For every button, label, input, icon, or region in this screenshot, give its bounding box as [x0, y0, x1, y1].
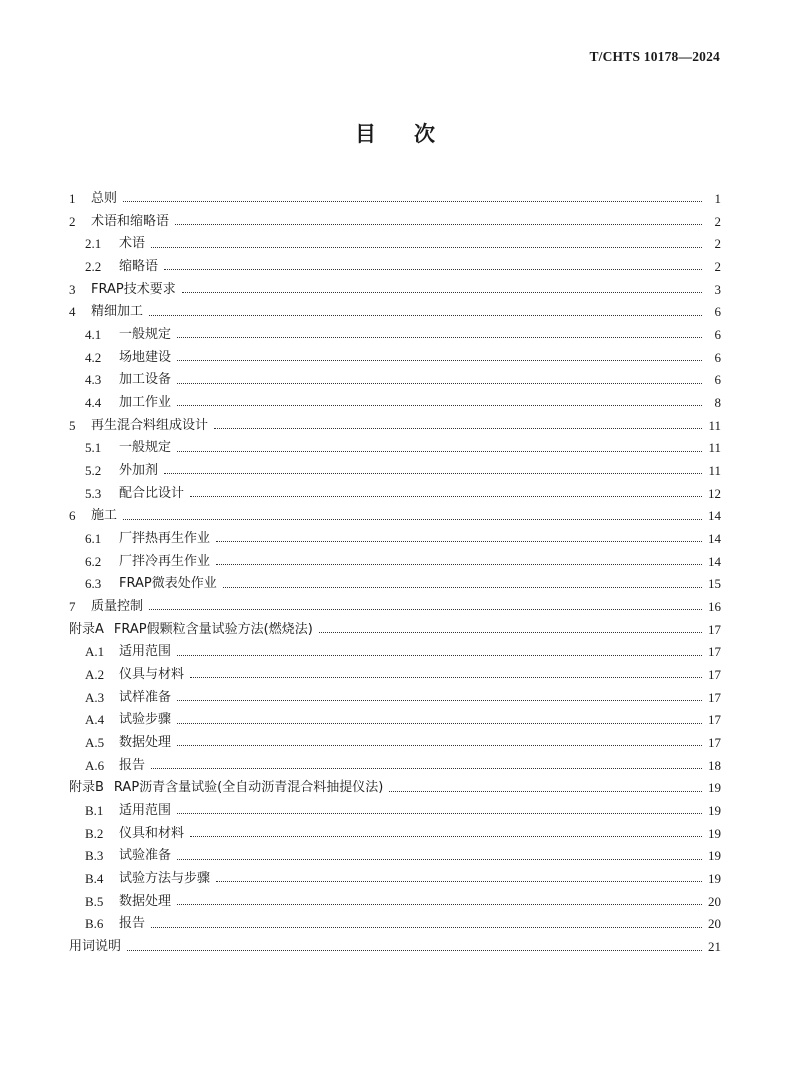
toc-entry-number: 2.1 — [85, 236, 102, 252]
table-of-contents — [69, 187, 721, 958]
toc-dot-leader — [164, 268, 702, 270]
toc-dot-leader — [177, 812, 702, 814]
toc-entry[interactable] — [69, 482, 721, 505]
toc-entry[interactable] — [69, 708, 721, 731]
toc-dot-leader — [389, 790, 702, 792]
toc-entry-title: 厂拌热再生作业 — [119, 530, 211, 546]
toc-entry-title: 试验方法与步骤 — [119, 870, 211, 886]
toc-entry-page: 19 — [708, 802, 721, 818]
toc-entry-number: 1 — [69, 190, 76, 206]
toc-dot-leader — [190, 495, 702, 497]
toc-entry-number: B.1 — [85, 802, 104, 818]
page-title-part2: 次 — [414, 122, 435, 146]
toc-entry-page: 8 — [714, 394, 721, 410]
toc-entry-title: FRAP技术要求 — [91, 281, 176, 297]
standard-number: T/CHTS 10178—2024 — [589, 49, 720, 64]
toc-entry-page: 11 — [708, 417, 721, 433]
toc-dot-leader — [175, 223, 702, 225]
toc-dot-leader — [151, 926, 702, 928]
toc-entry-number: 4.4 — [85, 394, 102, 410]
toc-dot-leader — [216, 563, 702, 565]
toc-entry-page: 14 — [708, 530, 721, 546]
toc-entry[interactable] — [69, 368, 721, 391]
toc-entry-title: FRAP微表处作业 — [119, 576, 217, 592]
toc-entry-number: 2.2 — [85, 258, 102, 274]
toc-entry-page: 2 — [714, 236, 721, 252]
toc-entry[interactable] — [69, 799, 721, 822]
toc-entry[interactable] — [69, 754, 721, 777]
toc-entry[interactable] — [69, 890, 721, 913]
toc-entry-number: 附录B — [69, 780, 104, 796]
toc-dot-leader — [151, 767, 702, 769]
toc-entry-page: 12 — [708, 485, 721, 501]
toc-entry-page: 2 — [714, 213, 721, 229]
toc-entry[interactable] — [69, 278, 721, 301]
toc-entry-number: 5.2 — [85, 462, 102, 478]
toc-entry-title: 报告 — [119, 757, 146, 773]
toc-entry-number: B.4 — [85, 870, 104, 886]
toc-dot-leader — [177, 450, 702, 452]
toc-entry-title: 仪具和材料 — [119, 825, 185, 841]
toc-entry-number: 3 — [69, 281, 76, 297]
toc-dot-leader — [182, 291, 702, 293]
toc-entry-title: 加工作业 — [119, 394, 172, 410]
toc-entry[interactable] — [69, 210, 721, 233]
toc-entry-page: 17 — [708, 689, 721, 705]
toc-entry-title: 报告 — [119, 916, 146, 932]
toc-dot-leader — [177, 858, 702, 860]
toc-entry-page: 6 — [714, 304, 721, 320]
toc-entry-title: 试验准备 — [119, 848, 172, 864]
toc-entry-page: 2 — [714, 258, 721, 274]
toc-entry-number: B.2 — [85, 825, 104, 841]
toc-entry-page: 18 — [708, 757, 721, 773]
toc-entry-title: 加工设备 — [119, 372, 172, 388]
toc-entry-number: 5.3 — [85, 485, 102, 501]
toc-entry-page: 17 — [708, 621, 721, 637]
toc-entry[interactable] — [69, 323, 721, 346]
toc-dot-leader — [177, 744, 702, 746]
toc-entry[interactable] — [69, 527, 721, 550]
toc-entry-page: 6 — [714, 349, 721, 365]
toc-entry-title: 术语 — [119, 236, 146, 252]
toc-entry-number: 7 — [69, 598, 76, 614]
toc-entry-title: 场地建设 — [119, 349, 172, 365]
toc-entry[interactable] — [69, 572, 721, 595]
toc-entry-title: 外加剂 — [119, 462, 159, 478]
toc-entry-number: 2 — [69, 213, 76, 229]
toc-entry[interactable] — [69, 844, 721, 867]
toc-entry-title: 试验步骤 — [119, 712, 172, 728]
toc-entry[interactable] — [69, 776, 721, 799]
toc-entry[interactable] — [69, 822, 721, 845]
toc-dot-leader — [177, 359, 702, 361]
toc-entry-number: 6.3 — [85, 576, 102, 592]
toc-entry-page: 19 — [708, 825, 721, 841]
toc-entry-page: 6 — [714, 326, 721, 342]
toc-entry[interactable] — [69, 391, 721, 414]
toc-dot-leader — [177, 404, 702, 406]
toc-entry[interactable] — [69, 595, 721, 618]
toc-entry-number: A.2 — [85, 666, 105, 682]
toc-dot-leader — [177, 654, 702, 656]
toc-entry-page: 19 — [708, 848, 721, 864]
toc-entry-title: 配合比设计 — [119, 485, 185, 501]
toc-entry[interactable] — [69, 436, 721, 459]
toc-entry[interactable] — [69, 913, 721, 936]
toc-entry-page: 11 — [708, 462, 721, 478]
toc-entry-page: 15 — [708, 576, 721, 592]
toc-entry-page: 14 — [708, 508, 721, 524]
toc-entry-page: 17 — [708, 666, 721, 682]
toc-entry-title: 缩略语 — [119, 258, 159, 274]
toc-entry-number: A.4 — [85, 712, 105, 728]
toc-entry-page: 20 — [708, 893, 721, 909]
toc-entry-page: 3 — [714, 281, 721, 297]
toc-dot-leader — [223, 586, 702, 588]
toc-entry[interactable] — [69, 255, 721, 278]
toc-entry-title: 一般规定 — [119, 440, 172, 456]
toc-entry[interactable] — [69, 414, 721, 437]
toc-entry-title: 再生混合料组成设计 — [91, 417, 209, 433]
toc-entry-number: 6 — [69, 508, 76, 524]
toc-dot-leader — [216, 880, 702, 882]
toc-dot-leader — [177, 722, 702, 724]
toc-entry-title: 厂拌冷再生作业 — [119, 553, 211, 569]
toc-entry[interactable] — [69, 459, 721, 482]
toc-entry-title: 数据处理 — [119, 734, 172, 750]
toc-dot-leader — [164, 472, 702, 474]
toc-entry-number: A.5 — [85, 734, 105, 750]
page-title-part1: 目 — [355, 122, 376, 146]
toc-entry-number: A.1 — [85, 644, 105, 660]
toc-entry[interactable] — [69, 504, 721, 527]
toc-dot-leader — [149, 314, 702, 316]
toc-entry-number: 附录A — [69, 621, 104, 637]
toc-entry-title: 试样准备 — [119, 689, 172, 705]
toc-dot-leader — [214, 427, 702, 429]
toc-entry-page: 14 — [708, 553, 721, 569]
toc-entry-title: 仪具与材料 — [119, 666, 185, 682]
toc-entry[interactable] — [69, 187, 721, 210]
toc-entry-page: 19 — [708, 870, 721, 886]
toc-entry-number: 4 — [69, 304, 76, 320]
toc-entry-title: 精细加工 — [91, 304, 144, 320]
toc-entry-page: 20 — [708, 916, 721, 932]
toc-dot-leader — [177, 903, 702, 905]
toc-entry-title: 用词说明 — [69, 939, 122, 954]
toc-entry-title: RAP沥青含量试验(全自动沥青混合料抽提仪法) — [113, 780, 384, 796]
toc-dot-leader — [216, 540, 702, 542]
toc-entry-number: 4.2 — [85, 349, 102, 365]
toc-entry-page: 17 — [708, 734, 721, 750]
toc-entry-title: 术语和缩略语 — [91, 213, 170, 229]
toc-dot-leader — [151, 246, 702, 248]
toc-entry-number: 5 — [69, 417, 76, 433]
toc-entry-page: 11 — [708, 440, 721, 456]
toc-entry-page: 19 — [708, 780, 721, 796]
toc-entry[interactable] — [69, 300, 721, 323]
toc-entry-page: 17 — [708, 712, 721, 728]
toc-entry-title: 一般规定 — [119, 326, 172, 342]
toc-dot-leader — [190, 676, 702, 678]
toc-entry-number: B.6 — [85, 916, 104, 932]
toc-entry-title: 总则 — [91, 190, 118, 206]
toc-dot-leader — [123, 518, 702, 520]
toc-entry-title: 质量控制 — [91, 598, 144, 614]
toc-entry[interactable] — [69, 867, 721, 890]
toc-entry-number: B.3 — [85, 848, 104, 864]
toc-entry[interactable] — [69, 935, 721, 958]
toc-dot-leader — [319, 631, 702, 633]
toc-entry[interactable] — [69, 346, 721, 369]
toc-dot-leader — [123, 200, 702, 202]
page-title — [0, 118, 790, 148]
toc-entry-number: 6.1 — [85, 530, 102, 546]
toc-dot-leader — [190, 835, 702, 837]
toc-entry-page: 17 — [708, 644, 721, 660]
toc-entry-number: A.6 — [85, 757, 105, 773]
toc-entry-title: FRAP假颗粒含量试验方法(燃烧法) — [113, 621, 313, 637]
toc-entry[interactable] — [69, 550, 721, 573]
toc-entry[interactable] — [69, 640, 721, 663]
toc-entry-number: B.5 — [85, 893, 104, 909]
toc-entry-page: 1 — [714, 190, 721, 206]
toc-entry-number: 4.1 — [85, 326, 102, 342]
toc-entry-title: 数据处理 — [119, 893, 172, 909]
toc-entry-page: 21 — [708, 939, 721, 954]
toc-entry[interactable] — [69, 663, 721, 686]
toc-dot-leader — [177, 699, 702, 701]
toc-dot-leader — [127, 949, 702, 951]
toc-entry-title: 适用范围 — [119, 644, 172, 660]
toc-entry-number: 4.3 — [85, 372, 102, 388]
toc-entry[interactable] — [69, 618, 721, 641]
toc-entry-number: A.3 — [85, 689, 105, 705]
toc-entry-title: 适用范围 — [119, 802, 172, 818]
toc-dot-leader — [149, 608, 702, 610]
toc-entry[interactable] — [69, 731, 721, 754]
toc-entry-page: 6 — [714, 372, 721, 388]
toc-entry-page: 16 — [708, 598, 721, 614]
toc-entry-number: 5.1 — [85, 440, 102, 456]
toc-entry-title: 施工 — [91, 508, 118, 524]
toc-dot-leader — [177, 336, 702, 338]
toc-entry-number: 6.2 — [85, 553, 102, 569]
toc-dot-leader — [177, 382, 702, 384]
toc-entry[interactable] — [69, 686, 721, 709]
toc-entry[interactable] — [69, 232, 721, 255]
